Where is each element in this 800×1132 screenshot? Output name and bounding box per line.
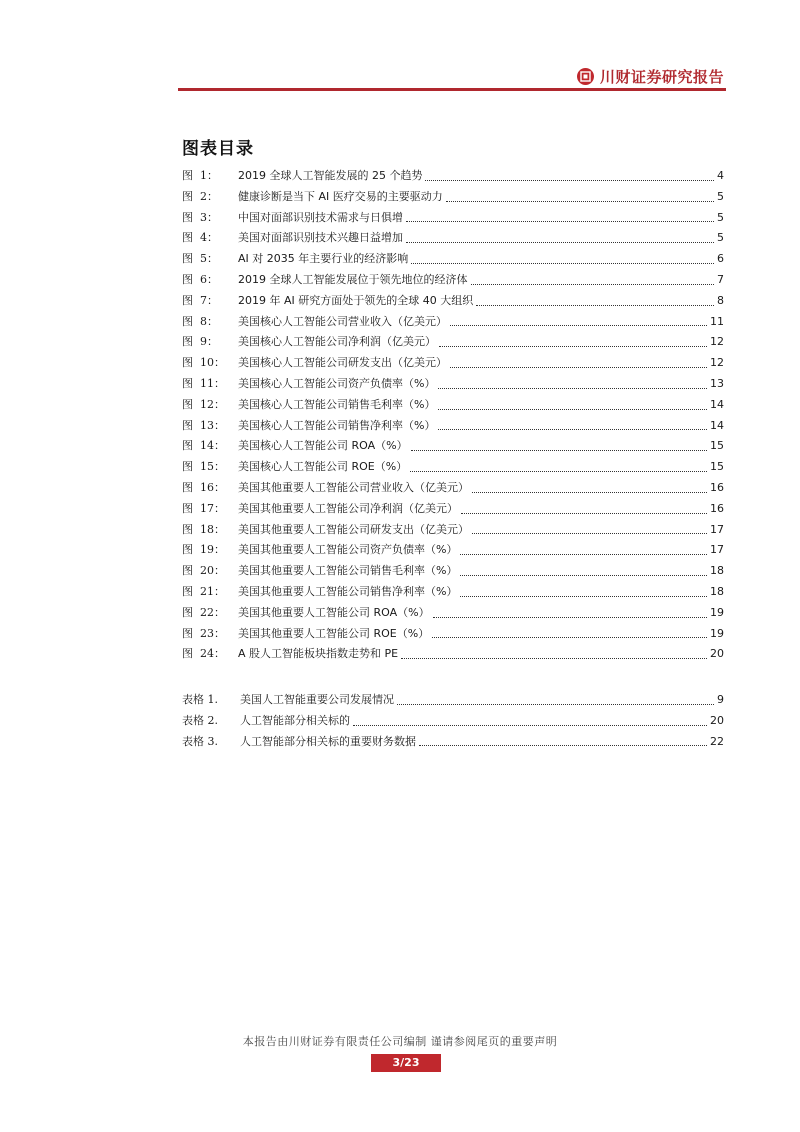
toc-entry-title: 2019 全球人工智能发展位于领先地位的经济体 [238,272,468,286]
toc-dot-leader [410,471,707,472]
toc-entry-title: 美国其他重要人工智能公司营业收入（亿美元） [238,480,469,494]
toc-entry-label: 图 24： [182,647,225,661]
toc-entry-page: 7 [717,272,724,286]
figure-toc-entry[interactable] [182,582,724,603]
toc-dot-leader [411,450,707,451]
figure-toc-entry[interactable] [182,353,724,374]
page-number-badge: 3/23 [371,1054,441,1072]
figure-toc-entry[interactable] [182,166,724,187]
toc-entry-page: 19 [710,605,724,619]
toc-entry-title: 美国核心人工智能公司营业收入（亿美元） [238,314,447,328]
toc-entry-title: AI 对 2035 年主要行业的经济影响 [238,252,409,266]
toc-heading: 图表目录 [182,139,254,159]
toc-dot-leader [411,263,714,264]
toc-entry-label: 图 6： [182,272,218,286]
toc-entry-title: 美国人工智能重要公司发展情况 [240,693,394,706]
toc-entry-label: 图 10： [182,356,225,370]
toc-entry-title: 美国其他重要人工智能公司销售毛利率（%） [238,564,458,578]
toc-entry-title: 健康诊断是当下 AI 医疗交易的主要驱动力 [238,189,443,203]
toc-entry-page: 12 [710,356,724,370]
toc-entry-label: 图 9： [182,335,218,349]
toc-entry-label: 图 1： [182,169,218,182]
toc-entry-title: 2019 年 AI 研究方面处于领先的全球 40 大组织 [238,293,474,307]
toc-entry-title: 美国其他重要人工智能公司资产负债率（%） [238,543,458,557]
toc-dot-leader [472,492,707,493]
toc-entry-label: 图 22： [182,605,225,619]
toc-entry-page: 20 [710,647,724,661]
toc-entry-title: 美国其他重要人工智能公司 ROA（%） [238,605,430,619]
header-divider [178,88,726,91]
toc-dot-leader [425,180,714,181]
figure-toc-entry[interactable] [182,603,724,624]
toc-entry-title: 美国核心人工智能公司资产负债率（%） [238,376,436,390]
toc-entry-page: 19 [710,626,724,640]
toc-entry-title: 中国对面部识别技术需求与日俱增 [238,210,403,224]
toc-entry-page: 18 [710,584,724,598]
table-toc-entry[interactable] [182,732,724,753]
toc-entry-page: 14 [710,418,724,432]
toc-entry-label: 图 4： [182,231,218,245]
toc-dot-leader [460,596,707,597]
toc-entry-title: 美国其他重要人工智能公司研发支出（亿美元） [238,522,469,536]
toc-dot-leader [438,409,707,410]
toc-dot-leader [450,325,707,326]
toc-entry-page: 4 [717,169,724,182]
figure-toc-entry[interactable] [182,228,724,249]
figure-toc-entry[interactable] [182,561,724,582]
toc-entry-title: A 股人工智能板块指数走势和 PE [238,647,399,661]
toc-entry-page: 8 [717,293,724,307]
toc-dot-leader [476,305,714,306]
page-header [0,0,800,100]
toc-entry-page: 17 [710,543,724,557]
toc-dot-leader [472,533,707,534]
toc-entry-label: 表格 1. [182,693,218,706]
figure-toc-entry[interactable] [182,457,724,478]
figure-toc-entry[interactable] [182,208,724,229]
toc-entry-page: 12 [710,335,724,349]
toc-dot-leader [397,704,714,705]
toc-entry-label: 图 18： [182,522,225,536]
toc-dot-leader [450,367,707,368]
toc-entry-page: 5 [717,231,724,245]
toc-entry-page: 15 [710,460,724,474]
toc-entry-title: 美国核心人工智能公司 ROE（%） [238,460,408,474]
toc-entry-page: 14 [710,397,724,411]
toc-entry-page: 16 [710,501,724,515]
toc-entry-title: 美国核心人工智能公司销售净利率（%） [238,418,436,432]
toc-entry-label: 图 23： [182,626,225,640]
toc-entry-label: 图 17： [182,501,225,515]
toc-entry-title: 美国其他重要人工智能公司净利润（亿美元） [238,501,458,515]
figure-toc-entry[interactable] [182,249,724,270]
brand [577,66,724,87]
toc-entry-label: 图 7： [182,293,218,307]
toc-entry-label: 表格 2. [182,713,218,727]
table-toc-entry[interactable] [182,690,724,711]
figure-toc-entry[interactable] [182,291,724,312]
toc-entry-title: 美国其他重要人工智能公司销售净利率（%） [238,584,458,598]
toc-entry-page: 16 [710,480,724,494]
toc-dot-leader [432,637,707,638]
figure-list [182,166,724,665]
toc-entry-title: 美国核心人工智能公司销售毛利率（%） [238,397,436,411]
toc-dot-leader [439,346,707,347]
toc-entry-page: 20 [710,713,724,727]
toc-entry-page: 15 [710,439,724,453]
toc-dot-leader [353,725,707,726]
figure-toc-entry[interactable] [182,312,724,333]
figure-toc-entry[interactable] [182,624,724,645]
toc-dot-leader [401,658,707,659]
toc-dot-leader [438,429,707,430]
toc-entry-title: 美国核心人工智能公司研发支出（亿美元） [238,356,447,370]
toc-entry-title: 人工智能部分相关标的 [240,713,350,727]
toc-entry-label: 图 13： [182,418,225,432]
toc-entry-label: 图 19： [182,543,225,557]
toc-entry-title: 美国核心人工智能公司 ROA（%） [238,439,408,453]
toc-entry-label: 图 2： [182,189,218,203]
table-toc-entry[interactable] [182,711,724,732]
chuancai-logo-icon [577,68,594,85]
figure-toc-entry[interactable] [182,436,724,457]
figure-toc-entry[interactable] [182,187,724,208]
toc-dot-leader [460,575,707,576]
toc-entry-page: 18 [710,564,724,578]
figure-toc-entry[interactable] [182,520,724,541]
toc-dot-leader [406,242,714,243]
figure-toc-entry[interactable] [182,644,724,665]
figure-toc-entry[interactable] [182,270,724,291]
figure-toc-entry[interactable] [182,540,724,561]
toc-dot-leader [461,513,707,514]
toc-entry-label: 图 8： [182,314,218,328]
toc-dot-leader [471,284,715,285]
toc-entry-label: 图 11： [182,376,225,390]
toc-entry-page: 17 [710,522,724,536]
toc-entry-page: 5 [717,189,724,203]
toc-entry-page: 13 [710,376,724,390]
toc-entry-page: 9 [717,693,724,706]
toc-entry-label: 图 16： [182,480,225,494]
toc-entry-page: 22 [710,734,724,748]
toc-entry-title: 美国核心人工智能公司净利润（亿美元） [238,335,436,349]
toc-entry-label: 图 20： [182,564,225,578]
toc-entry-label: 表格 3. [182,734,218,748]
toc-dot-leader [433,617,707,618]
toc-entry-title: 美国其他重要人工智能公司 ROE（%） [238,626,430,640]
brand-name: 川财证券研究报告 [599,68,724,86]
toc-entry-label: 图 12： [182,397,225,411]
toc-dot-leader [446,201,714,202]
toc-dot-leader [438,388,707,389]
toc-entry-label: 图 15： [182,460,225,474]
figure-toc-entry[interactable] [182,395,724,416]
toc-entry-label: 图 3： [182,210,218,224]
figure-toc-entry[interactable] [182,416,724,437]
table-list [182,690,724,752]
figure-toc-entry[interactable] [182,499,724,520]
figure-toc-entry[interactable] [182,332,724,353]
toc-entry-title: 美国对面部识别技术兴趣日益增加 [238,231,403,245]
toc-dot-leader [460,554,707,555]
toc-entry-title: 人工智能部分相关标的重要财务数据 [240,734,416,748]
toc-entry-page: 6 [717,252,724,266]
toc-entry-label: 图 21： [182,584,225,598]
figure-toc-entry[interactable] [182,374,724,395]
toc-entry-label: 图 5： [182,252,218,266]
toc-entry-label: 图 14： [182,439,225,453]
toc-dot-leader [419,745,707,746]
toc-entry-page: 11 [710,314,724,328]
footer-disclaimer: 本报告由川财证券有限责任公司编制 谨请参阅尾页的重要声明 [242,1035,558,1048]
toc-entry-title: 2019 全球人工智能发展的 25 个趋势 [238,169,423,182]
toc-dot-leader [406,221,714,222]
toc-entry-page: 5 [717,210,724,224]
figure-toc-entry[interactable] [182,478,724,499]
